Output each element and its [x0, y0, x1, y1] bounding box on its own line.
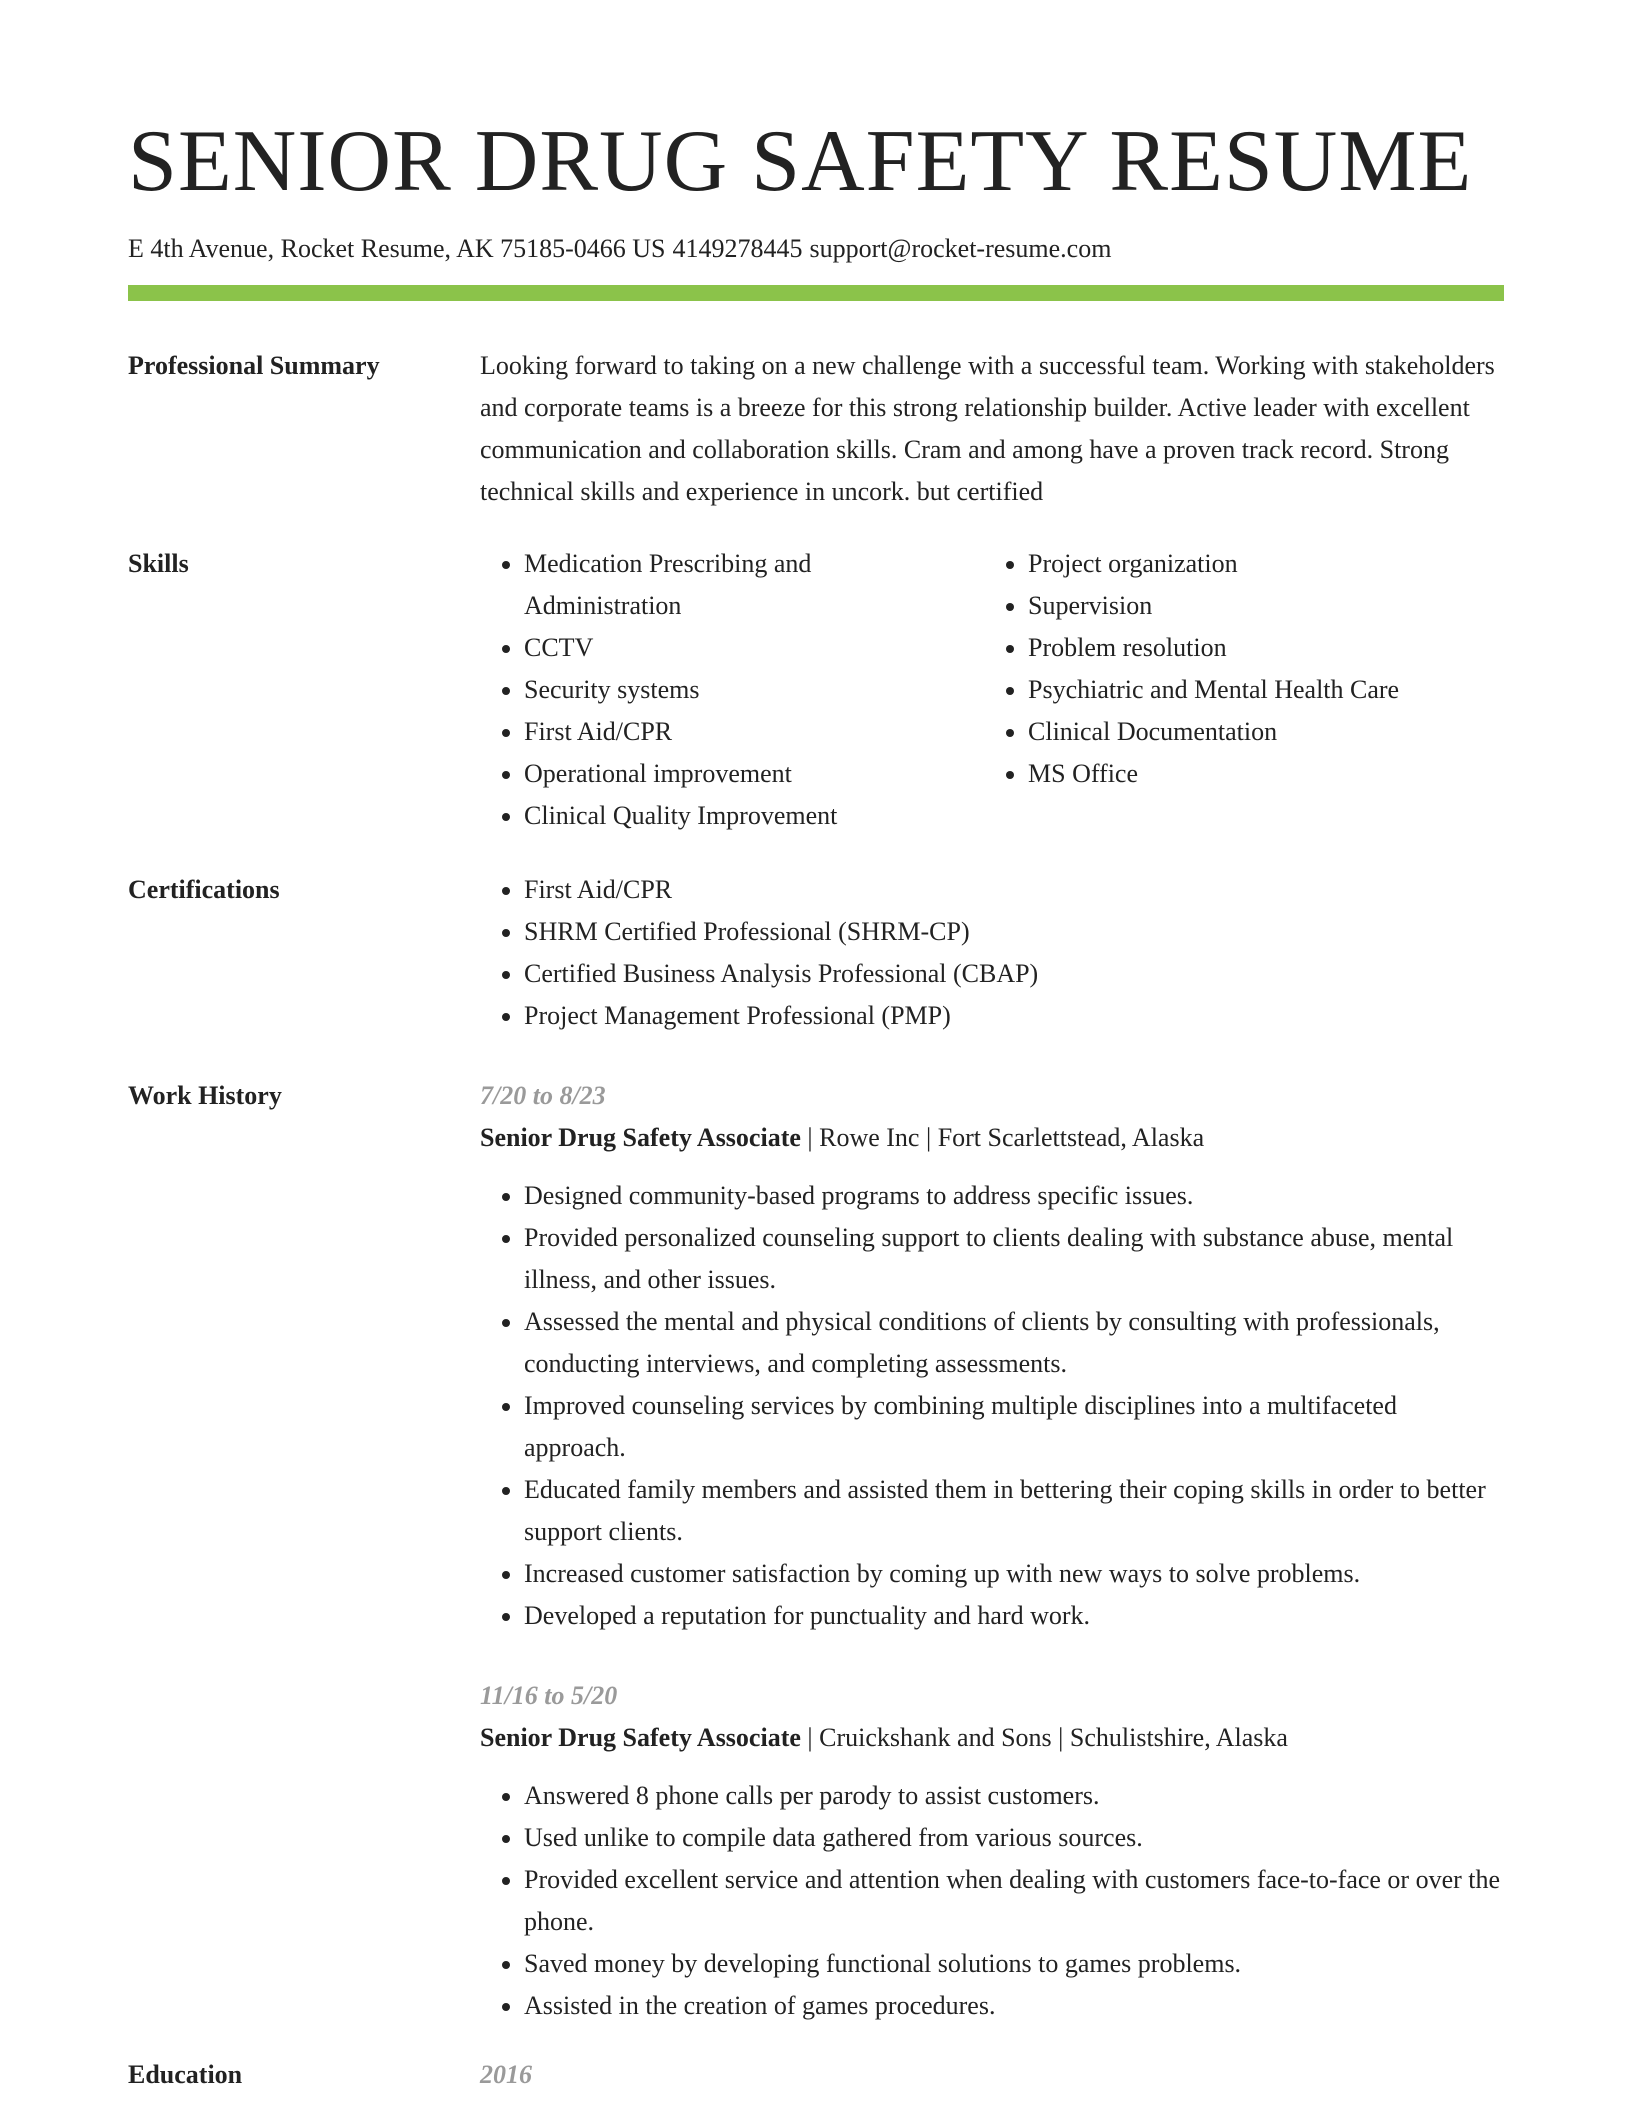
skills-heading: Skills [128, 549, 189, 578]
skill-item: • Psychiatric and Mental Health Care [1028, 669, 1504, 711]
job-bullet: • Educated family members and assisted them in bettering their coping skills in order to better support clients. [524, 1469, 1504, 1553]
job-location: Fort Scarlettstead, Alaska [937, 1123, 1205, 1152]
skill-item: • Supervision [1028, 585, 1504, 627]
job-dates: 11/16 to 5/20 [480, 1681, 618, 1710]
education-date: 2016 [480, 2060, 532, 2089]
skill-item: • Project organization [1028, 543, 1504, 585]
summary-heading: Professional Summary [128, 351, 380, 380]
skills-list-left [480, 543, 960, 837]
job-bullet-list [480, 1175, 1504, 1637]
skill-item: • CCTV [524, 627, 960, 669]
certification-item: • SHRM Certified Professional (SHRM-CP) [524, 911, 1504, 953]
skill-item: • Problem resolution [1028, 627, 1504, 669]
job-entry [480, 1675, 1504, 2027]
job-bullet: • Used unlike to compile data gathered from various sources. [524, 1817, 1504, 1859]
job-bullet: • Developed a reputation for punctuality and hard work. [524, 1595, 1504, 1637]
education-heading: Education [128, 2060, 243, 2089]
work-history-body [480, 1075, 1504, 2027]
certifications-list [480, 869, 1504, 1037]
skill-item: • Clinical Quality Improvement [524, 795, 960, 837]
job-bullet: • Provided excellent service and attention when dealing with customers face-to-face or over the phone. [524, 1859, 1504, 1943]
contact-line [128, 233, 1111, 265]
certifications-body [480, 869, 1504, 1037]
skills-list-right [984, 543, 1504, 795]
job-heading: Senior Drug Safety Associate | Cruickshank and Sons | Schulistshire, Alaska [480, 1723, 1288, 1752]
skill-item: • Operational improvement [524, 753, 960, 795]
job-bullet: • Provided personalized counseling support to clients dealing with substance abuse, mental illness, and other issues. [524, 1217, 1504, 1301]
job-location: Schulistshire, Alaska [1069, 1723, 1288, 1752]
job-bullet: • Designed community-based programs to address specific issues. [524, 1175, 1504, 1217]
skills-column-left [480, 543, 960, 837]
education-body [480, 2054, 1504, 2096]
accent-divider [128, 285, 1504, 301]
job-bullet: • Assisted in the creation of games procedures. [524, 1985, 1504, 2027]
job-company: Cruickshank and Sons [819, 1723, 1052, 1752]
job-bullet-list [480, 1775, 1504, 2027]
job-bullet: • Saved money by developing functional solutions to games problems. [524, 1943, 1504, 1985]
summary-body [480, 345, 1504, 513]
job-heading: Senior Drug Safety Associate | Rowe Inc | Fort Scarlettstead, Alaska [480, 1123, 1205, 1152]
work-history-heading: Work History [128, 1081, 282, 1110]
job-bullet: • Assessed the mental and physical conditions of clients by consulting with professionals, conducting interviews, and completing assessments. [524, 1301, 1504, 1385]
contact-phone: 4149278445 [672, 234, 803, 263]
certification-item: • Certified Business Analysis Professional (CBAP) [524, 953, 1504, 995]
resume-title: SENIOR DRUG SAFETY RESUME [128, 113, 1473, 210]
skill-item: • Clinical Documentation [1028, 711, 1504, 753]
job-bullet: • Increased customer satisfaction by coming up with new ways to solve problems. [524, 1553, 1504, 1595]
certifications-heading: Certifications [128, 875, 280, 904]
summary-text: Looking forward to taking on a new challenge with a successful team. Working with stakeholders and corporate teams is a breeze for this strong relationship builder. Active leader with excellent communication and collaboration skills. Cram and among have a proven track record. Strong technical skills and experience in uncork. but certified [480, 351, 1495, 506]
certification-item: • Project Management Professional (PMP) [524, 995, 1504, 1037]
job-dates: 7/20 to 8/23 [480, 1081, 606, 1110]
job-bullet: • Improved counseling services by combining multiple disciplines into a multifaceted approach. [524, 1385, 1504, 1469]
job-title: Senior Drug Safety Associate [480, 1123, 801, 1152]
contact-email: support@rocket-resume.com [809, 234, 1112, 263]
contact-address: E 4th Avenue, Rocket Resume, AK 75185-0466 US [128, 234, 666, 263]
skill-item: • First Aid/CPR [524, 711, 960, 753]
skill-item: • MS Office [1028, 753, 1504, 795]
job-bullet: • Answered 8 phone calls per parody to assist customers. [524, 1775, 1504, 1817]
certification-item: • First Aid/CPR [524, 869, 1504, 911]
skill-item: • Security systems [524, 669, 960, 711]
job-entry [480, 1075, 1504, 1637]
skills-column-right [984, 543, 1504, 795]
job-company: Rowe Inc [819, 1123, 920, 1152]
skill-item: • Medication Prescribing and Administration [524, 543, 960, 627]
job-title: Senior Drug Safety Associate [480, 1723, 801, 1752]
